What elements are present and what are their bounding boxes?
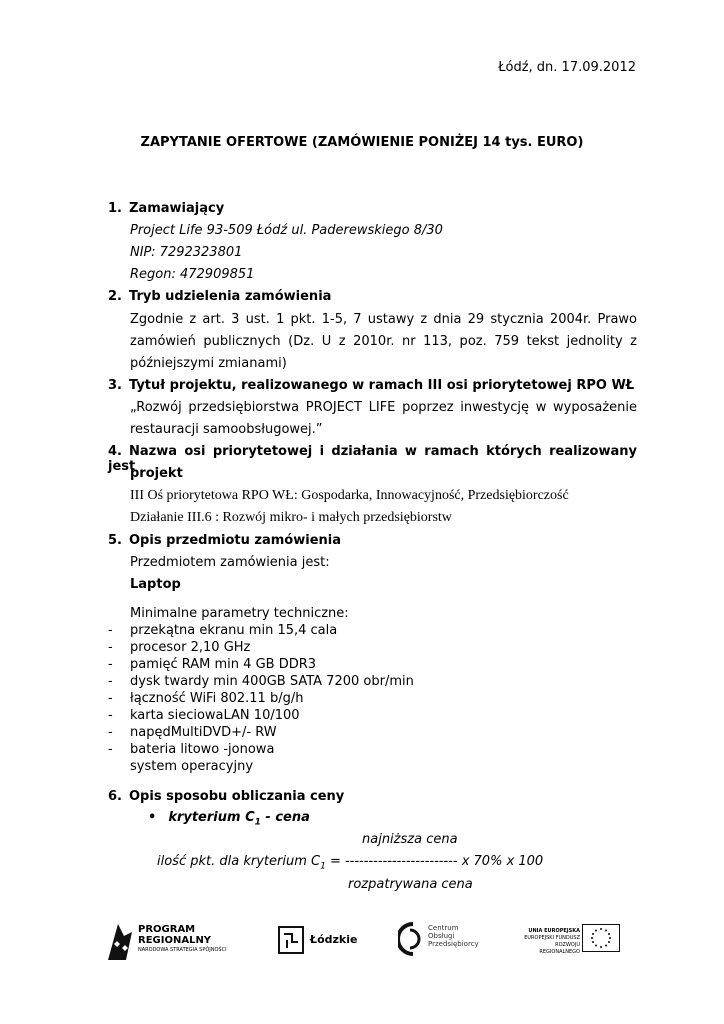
order-item: Laptop: [130, 577, 181, 592]
document-date: Łódź, dn. 17.09.2012: [498, 60, 636, 75]
footer-logos: [0, 910, 724, 980]
param-screen: przekątna ekranu min 15,4 cala: [130, 623, 338, 638]
formula-numerator: najniższa cena: [362, 832, 458, 847]
criterion-c1: • kryterium $C_1$ - cena: [148, 810, 310, 828]
param-row: -: [108, 725, 113, 740]
section-2-line-1: Zgodnie z art. 3 ust. 1 pkt. 1-5, 7 ustawy z dnia 29 stycznia 2004r. Prawo: [130, 312, 637, 327]
param-wifi: łączność WiFi 802.11 b/g/h: [130, 691, 304, 706]
param-cpu: procesor 2,10 GHz: [130, 640, 251, 655]
section-4-heading-cont: projekt: [130, 466, 183, 481]
eu-flag-icon: [582, 924, 620, 952]
eu-logo: UNIA EUROPEJSKA EUROPEJSKI FUNDUSZ ROZWOJU REGIONALNEGO: [518, 924, 622, 960]
section-4-heading: 4. Nazwa osi priorytetowej i działania w ramach których realizowany jest: [108, 444, 637, 474]
formula-denominator: rozpatrywana cena: [348, 877, 473, 892]
param-row: -: [108, 742, 113, 757]
param-row: -: [108, 674, 113, 689]
ordering-party-address: Project Life 93-509 Łódź ul. Paderewskiego 8/30: [130, 223, 443, 238]
param-disk: dysk twardy min 400GB SATA 7200 obr/min: [130, 674, 414, 689]
section-5-intro: Przedmiotem zamówienia jest:: [130, 555, 330, 570]
param-row: -: [108, 623, 113, 638]
section-4-measure: Działanie III.6 : Rozwój mikro- i małych przedsiębiorstw: [130, 510, 452, 525]
param-row: -: [108, 691, 113, 706]
formula-line: ilość pkt. dla kryterium $C_1$ = ------------------------ x 70% x 100: [157, 854, 544, 872]
document-title: ZAPYTANIE OFERTOWE (ZAMÓWIENIE PONIŻEJ 14 tys. EURO): [140, 135, 584, 150]
section-2-heading: 2. Tryb udzielenia zamówienia: [108, 289, 332, 304]
param-battery: bateria litowo -jonowa: [130, 742, 275, 757]
section-3-heading: 3. Tytuł projektu, realizowanego w ramach III osi priorytetowej RPO WŁ: [108, 378, 635, 393]
param-row: -: [108, 657, 113, 672]
param-os: system operacyjny: [130, 759, 254, 774]
param-row: -: [108, 640, 113, 655]
section-1-heading: 1. Zamawiający: [108, 201, 225, 216]
section-2-line-3: późniejszymi zmianami): [130, 356, 287, 371]
ordering-party-nip: NIP: 7292323801: [130, 245, 243, 260]
param-dvd: napędMultiDVD+/- RW: [130, 725, 277, 740]
section-6-heading: 6. Opis sposobu obliczania ceny: [108, 789, 345, 804]
section-3-line-2: restauracji samoobsługowej.”: [130, 422, 323, 437]
section-5-heading: 5. Opis przedmiotu zamówienia: [108, 533, 341, 548]
param-row: -: [108, 708, 113, 723]
section-3-line-1: „Rozwój przedsiębiorstwa PROJECT LIFE poprzez inwestycję w wyposażenie: [130, 400, 637, 415]
lodzkie-logo: Łódzkie: [278, 924, 358, 964]
param-ram: pamięć RAM min 4 GB DDR3: [130, 657, 317, 672]
ordering-party-regon: Regon: 472909851: [130, 267, 255, 282]
program-regionalny-logo: PROGRAM REGIONALNY NARODOWA STRATEGIA SPÓJNOŚCI: [104, 916, 232, 970]
section-2-line-2: zamówień publicznych (Dz. U z 2010r. nr 113, poz. 759 tekst jednolity z: [130, 334, 637, 349]
params-heading: Minimalne parametry techniczne:: [130, 606, 349, 621]
section-4-axis: III Oś priorytetowa RPO WŁ: Gospodarka, Innowacyjność, Przedsiębiorczość: [130, 488, 569, 503]
param-lan: karta sieciowaLAN 10/100: [130, 708, 300, 723]
centrum-obslugi-logo: Centrum Obsługi Przedsiębiorcy: [398, 920, 498, 964]
